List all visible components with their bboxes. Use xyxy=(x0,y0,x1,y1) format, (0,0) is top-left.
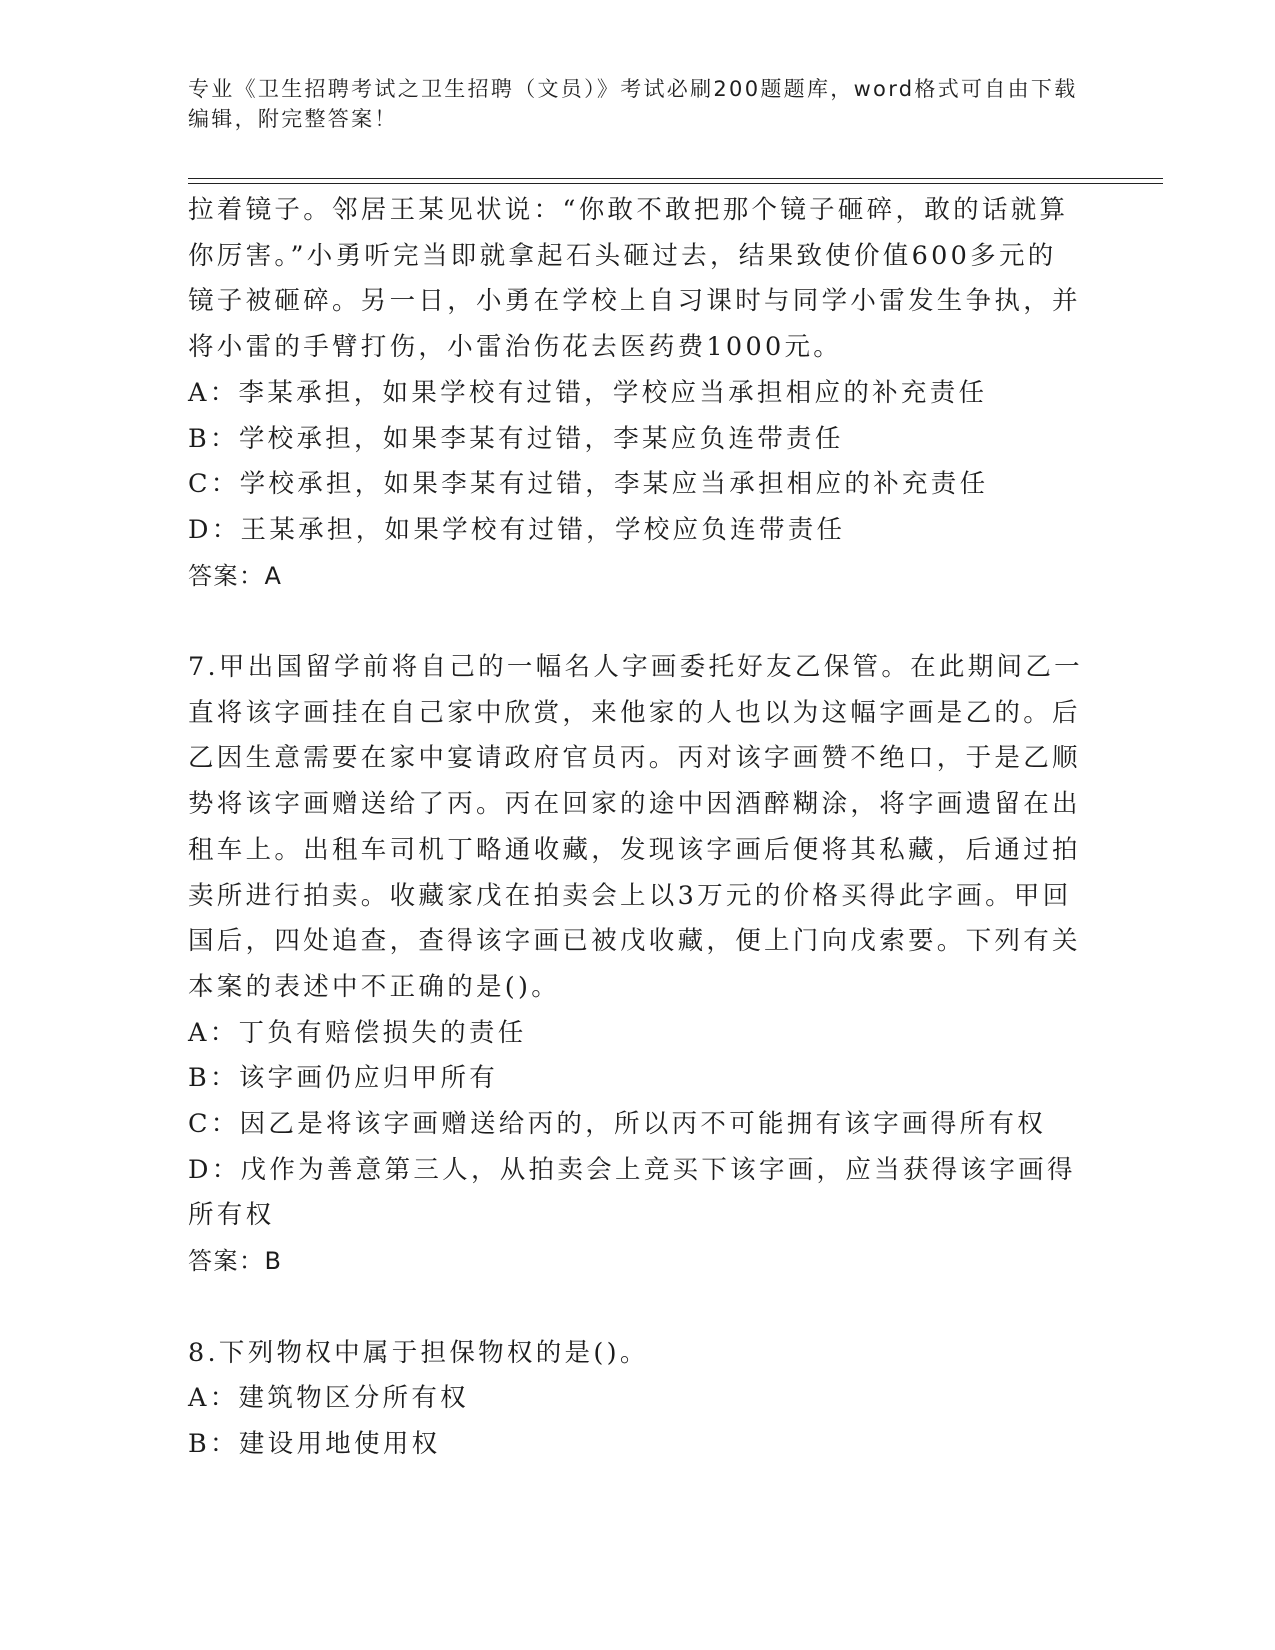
question-stem: 7.甲出国留学前将自己的一幅名人字画委托好友乙保管。在此期间乙一直将该字画挂在自己家中欣赏，来他家的人也以为这幅字画是乙的。后乙因生意需要在家中宴请政府官员丙。丙对该字画赞不绝口，于是乙顺势将该字画赠送给了丙。丙在回家的途中因酒醉糊涂，将字画遗留在出租车上。出租车司机丁略通收藏，发现该字画后便将其私藏，后通过拍卖所进行拍卖。收藏家戊在拍卖会上以3万元的价格买得此字画。甲回国后，四处追查，查得该字画已被戊收藏，便上门向戊索要。下列有关本案的表述中不正确的是()。 xyxy=(188,652,1083,1002)
question-stem: 8.下列物权中属于担保物权的是()。 xyxy=(188,1337,649,1368)
document-header: 专业《卫生招聘考试之卫生招聘（文员）》考试必刷200题题库，word格式可自由下载编辑，附完整答案！ xyxy=(188,77,1078,131)
spacer xyxy=(188,599,1083,645)
option-a: A：丁负有赔偿损失的责任 xyxy=(188,1017,527,1048)
question-7 xyxy=(188,645,1083,1285)
option-d: D：戊作为善意第三人，从拍卖会上竞买下该字画，应当获得该字画得所有权 xyxy=(188,1154,1076,1231)
document-body xyxy=(188,188,1083,1468)
option-a: A：李某承担，如果学校有过错，学校应当承担相应的补充责任 xyxy=(188,377,988,408)
option-c: C：学校承担，如果李某有过错，李某应当承担相应的补充责任 xyxy=(188,469,989,500)
question-stem: 拉着镜子。邻居王某见状说：“你敢不敢把那个镜子砸碎，敢的话就算你厉害。”小勇听完当即就拿起石头砸过去，结果致使价值600多元的镜子被砸碎。另一日，小勇在学校上自习课时与同学小雷发生争执，并将小雷的手臂打伤，小雷治伤花去医药费1000元。 xyxy=(188,195,1081,363)
header-divider-bottom xyxy=(188,183,1163,184)
option-a: A：建筑物区分所有权 xyxy=(188,1383,469,1414)
question-6 xyxy=(188,188,1083,599)
question-8 xyxy=(188,1331,1083,1468)
answer-line: 答案：A xyxy=(188,561,283,590)
option-c: C：因乙是将该字画赠送给丙的，所以丙不可能拥有该字画得所有权 xyxy=(188,1109,1047,1140)
option-b: B：该字画仍应归甲所有 xyxy=(188,1063,499,1094)
spacer xyxy=(188,1285,1083,1331)
option-b: B：学校承担，如果李某有过错，李某应负连带责任 xyxy=(188,423,844,454)
header-divider-top xyxy=(188,178,1163,179)
answer-line: 答案：B xyxy=(188,1247,283,1276)
option-b: B：建设用地使用权 xyxy=(188,1428,441,1459)
option-d: D：王某承担，如果学校有过错，学校应负连带责任 xyxy=(188,514,846,545)
